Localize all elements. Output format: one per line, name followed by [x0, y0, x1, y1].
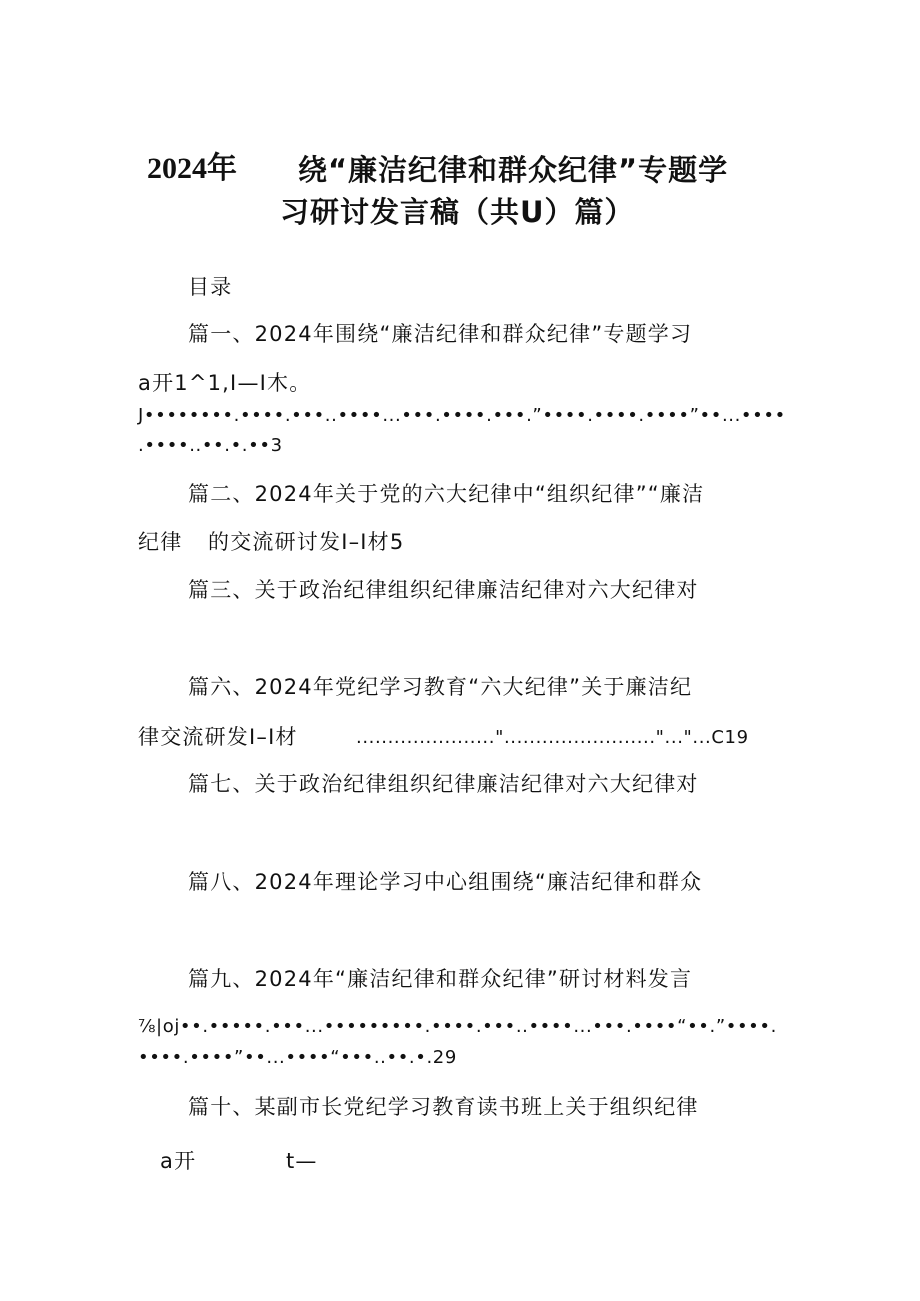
toc-item-1-page: .••••..••.•.••3 — [138, 435, 283, 456]
toc-item-1-leader: J••••••••.••••.•••..••••...•••.••••.•••.”••••.••••.••••”••...•••• — [138, 405, 786, 426]
toc-item-1-line2: a开1^1,I—I木。 — [138, 371, 312, 395]
toc-item-2-line2b: 的交流研讨发I–I材5 — [208, 530, 405, 554]
toc-item-9[interactable]: 篇九、2024年“廉洁纪律和群众纪律”研讨材料发言 — [188, 967, 693, 991]
toc-item-10-line2b: t— — [286, 1149, 318, 1173]
toc-item-1[interactable]: 篇一、2024年围绕“廉洁纪律和群众纪律”专题学习 — [188, 322, 693, 346]
title-line-2: 习研讨发言稿（共U）篇） — [280, 195, 635, 229]
toc-item-2[interactable]: 篇二、2024年关于党的六大纪律中“组织纪律”“廉洁 — [188, 482, 705, 506]
toc-item-7[interactable]: 篇七、关于政治纪律组织纪律廉洁纪律对六大纪律对 — [188, 772, 699, 796]
toc-item-3[interactable]: 篇三、关于政治纪律组织纪律廉洁纪律对六大纪律对 — [188, 578, 699, 602]
toc-heading: 目录 — [188, 275, 233, 299]
toc-item-10-line2a: a开 — [160, 1149, 197, 1173]
title-line-1: 绕“廉洁纪律和群众纪律”专题学 — [298, 153, 729, 187]
toc-item-9-leader: ⅞|oj••.•••••.•••...•••••••••.••••.•••..••••...•••.••••“••.”••••. — [138, 1016, 777, 1037]
toc-item-10[interactable]: 篇十、某副市长党纪学习教育读书班上关于组织纪律 — [188, 1095, 699, 1119]
toc-item-6-leader: ......................"........................"..."...C19 — [356, 727, 749, 748]
toc-item-8[interactable]: 篇八、2024年理论学习中心组围绕“廉洁纪律和群众 — [188, 870, 703, 894]
title-year: 2024年 — [147, 152, 237, 185]
toc-item-6-line2a: 律交流研发I–I材 — [138, 725, 298, 749]
toc-item-6[interactable]: 篇六、2024年党纪学习教育“六大纪律”关于廉洁纪 — [188, 675, 693, 699]
toc-item-2-line2a: 纪律 — [138, 530, 183, 554]
toc-item-9-page: ••••.••••”••...••••“•••..••.•.29 — [138, 1047, 457, 1068]
